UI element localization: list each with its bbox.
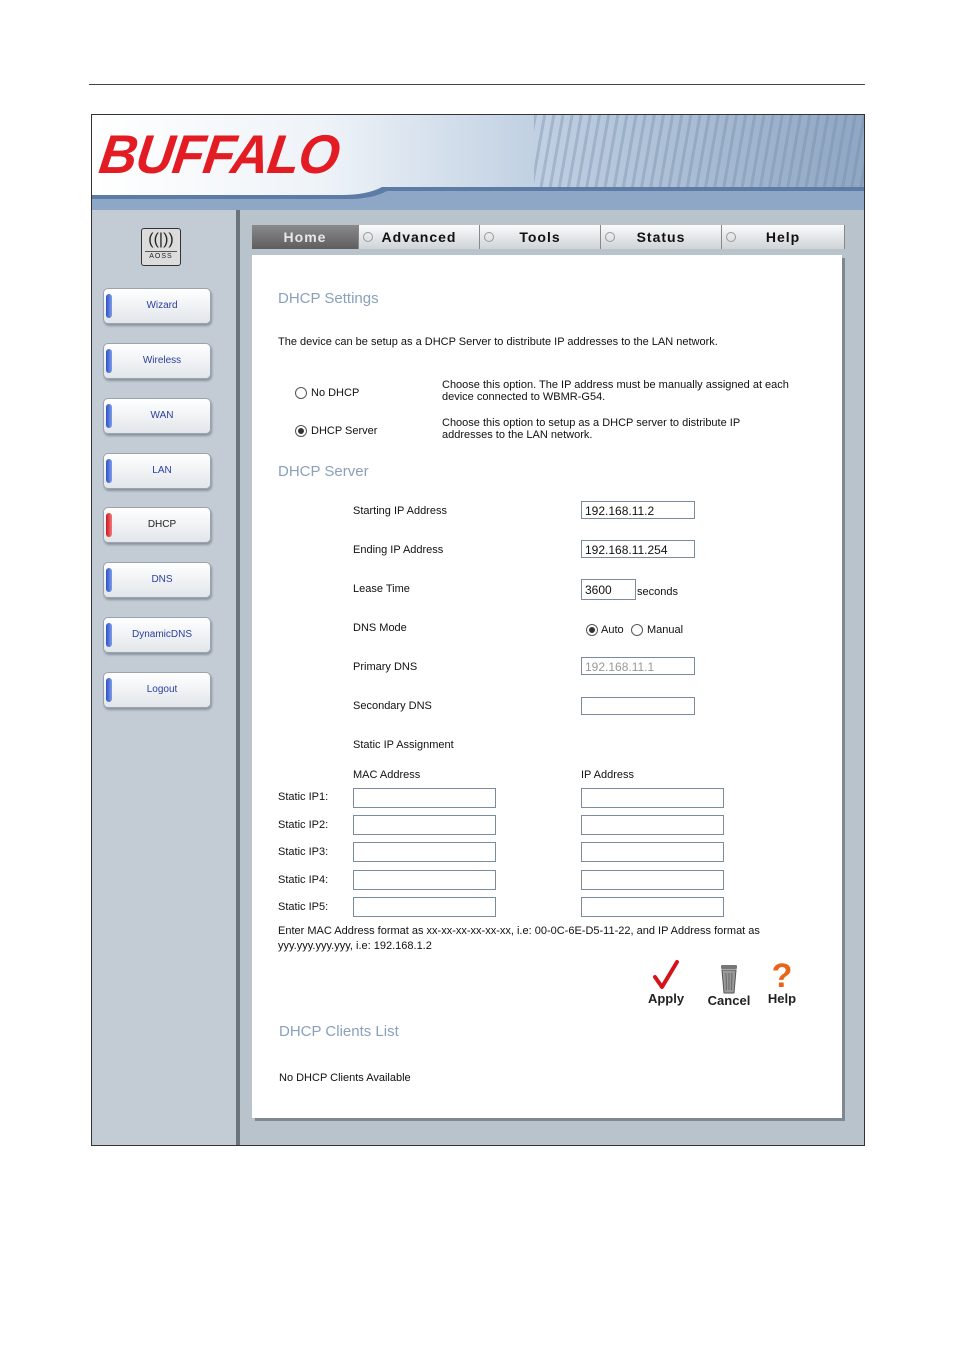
no-dhcp-help: Choose this option. The IP address must be manually assigned at each device connected to WBMR-G54. (442, 379, 789, 403)
nav-accent-icon (106, 623, 112, 647)
sidebar-item-wireless[interactable] (103, 343, 211, 379)
tab-label: Help (765, 229, 801, 245)
lease-time-label: Lease Time (353, 583, 410, 595)
sidebar-item-logout[interactable] (103, 672, 211, 708)
lease-time-unit: seconds (637, 586, 678, 598)
sidebar-item-label: DNS (151, 574, 173, 585)
tab-bullet-icon (484, 232, 494, 242)
sidebar-item-wan[interactable] (103, 398, 211, 434)
nav-accent-icon (106, 678, 112, 702)
tab-label: Advanced (381, 229, 457, 245)
tab-bullet-icon (726, 232, 736, 242)
sidebar-item-label: Logout (146, 684, 178, 695)
static-ip3-label: Static IP3: (278, 846, 329, 858)
nav-accent-icon (106, 513, 112, 537)
static-ip3-ip-input[interactable] (581, 842, 724, 862)
address-format-note: Enter MAC Address format as xx-xx-xx-xx-xx-xx, i.e: 00-0C-6E-D5-11-22, and IP Address format as yyy.yyy.yyy.yyy, i.e: 192.168.1.2 (278, 925, 760, 952)
cancel-button[interactable] (704, 961, 754, 1008)
dhcp-content-panel (252, 255, 842, 1118)
sidebar-item-lan[interactable] (103, 453, 211, 489)
dns-manual-label: Manual (647, 624, 684, 636)
sidebar-item-dns[interactable] (103, 562, 211, 598)
router-admin-window (91, 114, 865, 1146)
sidebar-item-wizard[interactable] (103, 288, 211, 324)
static-ip3-mac-input[interactable] (353, 842, 496, 862)
mac-address-header: MAC Address (353, 769, 421, 781)
cancel-label: Cancel (707, 993, 751, 1008)
tab-help[interactable] (722, 225, 845, 249)
primary-dns-label: Primary DNS (353, 661, 418, 673)
secondary-dns-input[interactable] (581, 697, 695, 715)
tab-bullet-icon (363, 232, 373, 242)
tab-label: Tools (519, 229, 561, 245)
nav-accent-icon (106, 294, 112, 318)
header-swoosh (92, 187, 864, 210)
aoss-wireless-icon: ((|)) (148, 231, 174, 248)
static-ip-assignment-label: Static IP Assignment (353, 739, 454, 751)
nav-accent-icon (106, 349, 112, 373)
aoss-label: AOSS (145, 251, 177, 261)
tab-bullet-icon (605, 232, 615, 242)
starting-ip-label: Starting IP Address (353, 505, 447, 517)
tab-home[interactable] (252, 225, 359, 249)
no-dhcp-label: No DHCP (311, 387, 360, 399)
tab-advanced[interactable] (359, 225, 480, 249)
static-ip5-mac-input[interactable] (353, 897, 496, 917)
no-dhcp-radio[interactable] (295, 387, 307, 399)
static-ip1-mac-input[interactable] (353, 788, 496, 808)
sidebar-item-label: Wireless (142, 355, 182, 366)
static-ip5-ip-input[interactable] (581, 897, 724, 917)
static-ip1-ip-input[interactable] (581, 788, 724, 808)
lease-time-input[interactable]: 3600 (581, 579, 636, 600)
sidebar-item-label: WAN (150, 410, 174, 421)
static-ip2-label: Static IP2: (278, 819, 329, 831)
ending-ip-input[interactable]: 192.168.11.254 (581, 540, 695, 558)
top-tab-bar (252, 225, 844, 249)
buffalo-logo: BUFFALO (95, 124, 343, 186)
dns-auto-radio[interactable] (586, 624, 598, 636)
sidebar-item-label: DynamicDNS (131, 629, 192, 640)
tab-tools[interactable] (480, 225, 601, 249)
sidebar-item-label: Wizard (146, 300, 178, 311)
world-map-graphic (534, 115, 864, 195)
ending-ip-label: Ending IP Address (353, 544, 444, 556)
svg-text:?: ? (771, 959, 793, 991)
dhcp-server-label: DHCP Server (311, 425, 378, 437)
dhcp-server-title: DHCP Server (278, 463, 369, 480)
sidebar-item-label: DHCP (147, 519, 177, 530)
nav-accent-icon (106, 459, 112, 483)
header-banner (92, 115, 864, 210)
dhcp-server-help: Choose this option to setup as a DHCP server to distribute IP addresses to the LAN network. (442, 417, 740, 441)
nav-accent-icon (106, 568, 112, 592)
static-ip4-mac-input[interactable] (353, 870, 496, 890)
dns-mode-label: DNS Mode (353, 622, 407, 634)
static-ip5-label: Static IP5: (278, 901, 329, 913)
ip-address-header: IP Address (581, 769, 634, 781)
dns-manual-radio[interactable] (631, 624, 643, 636)
dns-auto-label: Auto (601, 624, 624, 636)
sidebar-nav (92, 210, 240, 1145)
static-ip2-mac-input[interactable] (353, 815, 496, 835)
tab-label: Status (636, 229, 686, 245)
aoss-button[interactable] (141, 228, 181, 266)
starting-ip-input[interactable]: 192.168.11.2 (581, 501, 695, 519)
help-button[interactable] (764, 959, 800, 1006)
primary-dns-input[interactable]: 192.168.11.1 (581, 657, 695, 675)
static-ip4-ip-input[interactable] (581, 870, 724, 890)
dhcp-server-radio[interactable] (295, 425, 307, 437)
sidebar-item-dynamicdns[interactable] (103, 617, 211, 653)
secondary-dns-label: Secondary DNS (353, 700, 432, 712)
dhcp-settings-title: DHCP Settings (278, 290, 379, 307)
dhcp-settings-description: The device can be setup as a DHCP Server to distribute IP addresses to the LAN network. (278, 336, 718, 348)
dhcp-clients-title: DHCP Clients List (279, 1023, 399, 1040)
tab-status[interactable] (601, 225, 722, 249)
sidebar-item-label: LAN (152, 465, 172, 476)
question-mark-icon (764, 959, 800, 991)
static-ip1-label: Static IP1: (278, 791, 329, 803)
dhcp-clients-empty: No DHCP Clients Available (279, 1072, 411, 1084)
apply-label: Apply (647, 991, 685, 1006)
help-label: Help (767, 991, 797, 1006)
static-ip4-label: Static IP4: (278, 874, 329, 886)
tab-label: Home (283, 229, 327, 245)
sidebar-item-dhcp[interactable] (103, 507, 211, 543)
page-top-rule (89, 84, 865, 85)
checkmark-icon (644, 959, 688, 991)
nav-accent-icon (106, 404, 112, 428)
static-ip2-ip-input[interactable] (581, 815, 724, 835)
apply-button[interactable] (644, 959, 688, 1006)
trash-can-icon (704, 961, 754, 993)
